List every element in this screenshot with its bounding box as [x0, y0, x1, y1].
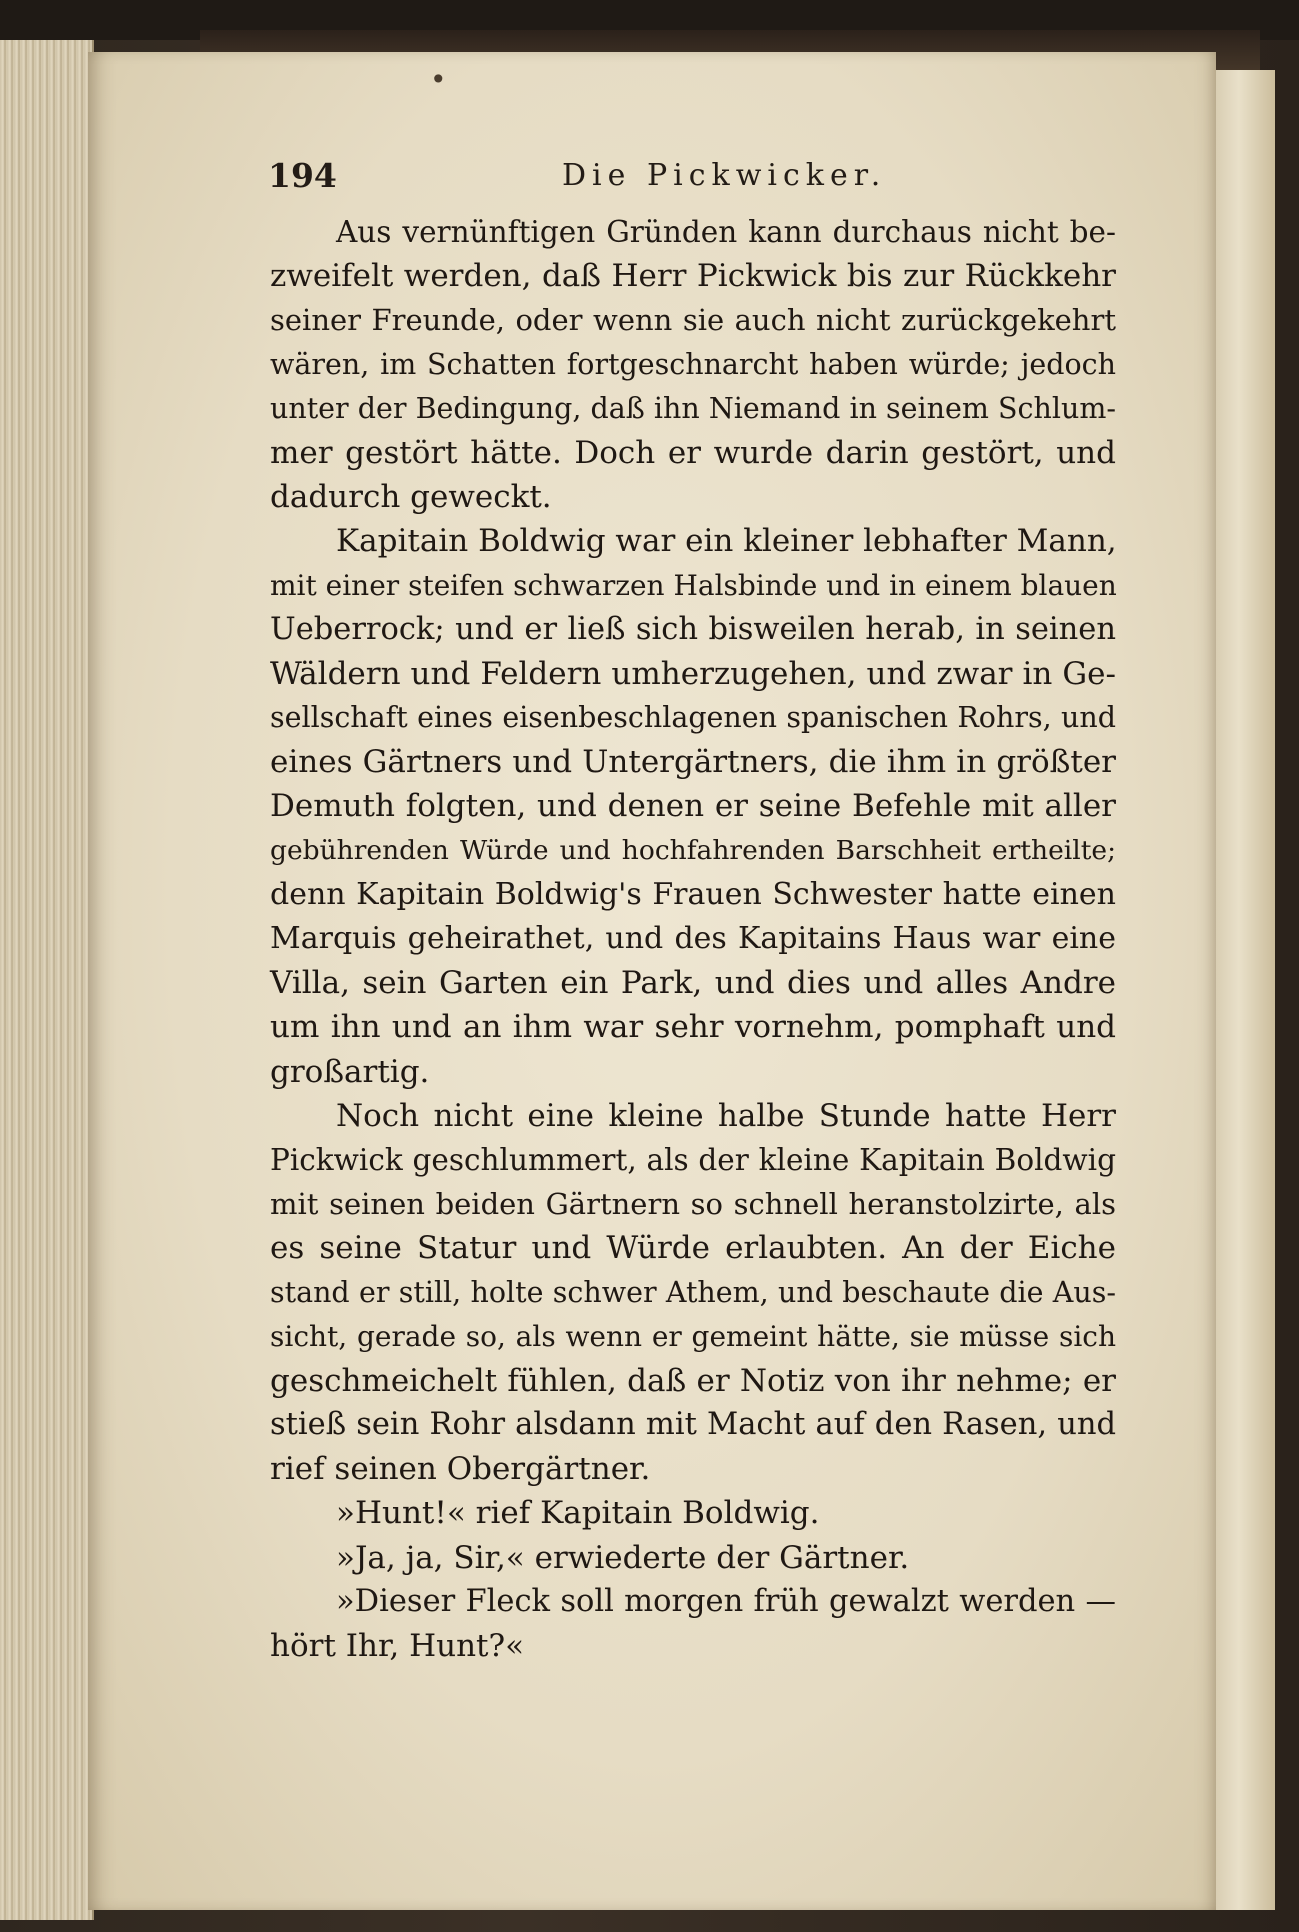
- text-line: dadurch geweckt.: [270, 479, 552, 516]
- text-line: Villa, sein Garten ein Park, und dies und alles Andre: [270, 965, 1116, 1002]
- text-line: »Dieser Fleck soll morgen früh gewalzt werden —: [336, 1583, 1116, 1619]
- text-line: gebührenden Würde und hochfahrenden Barschheit ertheilte;: [270, 834, 1116, 866]
- text-line: mit einer steifen schwarzen Halsbinde und in einem blauen: [270, 568, 1117, 602]
- text-line: Demuth folgten, und denen er seine Befehle mit aller: [270, 788, 1116, 825]
- text-line: sicht, gerade so, als wenn er gemeint hätte, sie müsse sich: [270, 1319, 1116, 1353]
- ink-speck: •: [430, 63, 447, 96]
- text-line: großartig.: [270, 1053, 430, 1090]
- paragraph-1: [270, 210, 1116, 519]
- text-line: hört Ihr, Hunt?«: [270, 1628, 525, 1664]
- text-line: um ihn und an ihm war sehr vornehm, pomphaft und: [270, 1009, 1116, 1046]
- text-line: Wäldern und Feldern umherzugehen, und zwar in Ge-: [270, 655, 1116, 692]
- text-line: eines Gärtners und Untergärtners, die ihm in größter: [270, 744, 1116, 781]
- paragraph-2: [270, 519, 1116, 1093]
- body-text: [270, 210, 1116, 1668]
- text-line: mer gestört hätte. Doch er wurde darin gestört, und: [270, 434, 1116, 471]
- paragraph-4: [270, 1491, 1116, 1535]
- text-line: »Ja, ja, Sir,« erwiederte der Gärtner.: [336, 1539, 910, 1576]
- facing-page-edge: [1212, 70, 1275, 1910]
- text-line: geschmeichelt fühlen, daß er Notiz von ihr nehme; er: [270, 1362, 1116, 1399]
- text-line: stand er still, holte schwer Athem, und beschaute die Aus-: [270, 1275, 1116, 1309]
- text-line: unter der Bedingung, daß ihn Niemand in seinem Schlum-: [270, 391, 1116, 425]
- text-line: Pickwick geschlummert, als der kleine Kapitain Boldwig: [270, 1142, 1116, 1177]
- paragraph-5: [270, 1536, 1116, 1580]
- text-line: rief seinen Obergärtner.: [270, 1451, 651, 1488]
- text-line: es seine Statur und Würde erlaubten. An der Eiche: [270, 1230, 1116, 1267]
- text-line: »Hunt!« rief Kapitain Boldwig.: [336, 1495, 820, 1532]
- page-stack-edge: [0, 40, 94, 1920]
- page-number: 194: [268, 156, 337, 195]
- text-line: Noch nicht eine kleine halbe Stunde hatte Herr: [336, 1097, 1116, 1134]
- paragraph-6: [270, 1580, 1116, 1668]
- text-line: mit seinen beiden Gärtnern so schnell heranstolzirte, als: [270, 1187, 1116, 1222]
- paragraph-3: [270, 1094, 1116, 1492]
- text-line: wären, im Schatten fortgeschnarcht haben würde; jedoch: [270, 347, 1116, 381]
- text-line: denn Kapitain Boldwig's Frauen Schwester hatte einen: [270, 876, 1116, 912]
- text-line: zweifelt werden, daß Herr Pickwick bis zur Rückkehr: [270, 258, 1116, 295]
- text-line: seiner Freunde, oder wenn sie auch nicht zurückgekehrt: [270, 303, 1116, 338]
- text-line: sellschaft eines eisenbeschlagenen spanischen Rohrs, und: [270, 701, 1116, 735]
- running-title: Die Pickwicker.: [562, 158, 887, 193]
- text-line: stieß sein Rohr alsdann mit Macht auf den Rasen, und: [270, 1407, 1116, 1443]
- text-line: Marquis geheirathet, und des Kapitains Haus war eine: [270, 921, 1116, 956]
- text-line: Aus vernünftigen Gründen kann durchaus nicht be-: [336, 215, 1116, 249]
- text-line: Kapitain Boldwig war ein kleiner lebhafter Mann,: [336, 523, 1117, 560]
- text-line: Ueberrock; und er ließ sich bisweilen herab, in seinen: [270, 611, 1116, 647]
